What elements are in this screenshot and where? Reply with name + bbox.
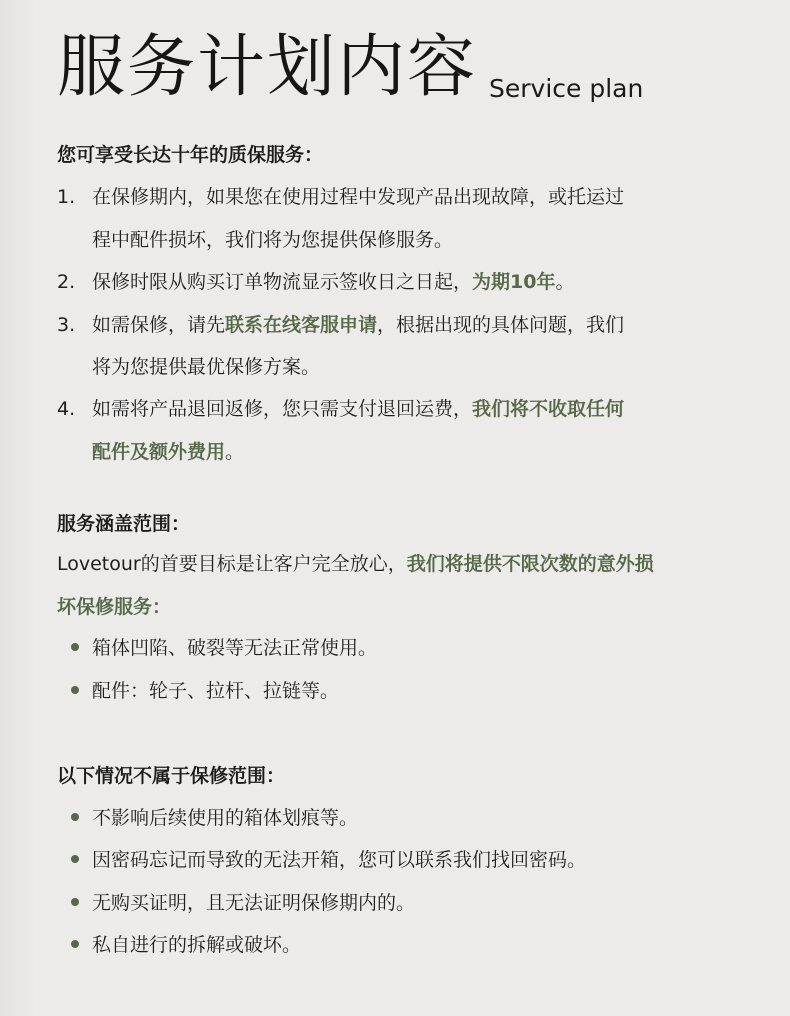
coverage-heading: 服务涵盖范围： (57, 513, 191, 535)
item-3-pre: 如需保修，请先 (92, 314, 226, 336)
coverage-intro-pre: Lovetour的首要目标是让客户完全放心， (57, 553, 407, 575)
item-3-post: ，根据出现的具体问题，我们 (377, 314, 625, 336)
item-2-end: 。 (555, 271, 575, 293)
item-4-number: 4. (57, 398, 76, 420)
item-1-line-1: 在保修期内，如果您在使用过程中发现产品出现故障，或托运过 (92, 186, 625, 208)
item-3-highlight: 联系在线客服申请 (225, 314, 378, 336)
bullet-dot (71, 686, 79, 694)
item-4-highlight-2: 配件及额外费用 (92, 441, 226, 463)
coverage-bullet: 箱体凹陷、破裂等无法正常使用。 (92, 637, 378, 659)
coverage-bullet: 配件：轮子、拉杆、拉链等。 (92, 680, 340, 702)
bullet-dot (71, 643, 79, 651)
title-chinese: 服务计划内容 (57, 28, 478, 107)
exclusion-bullet: 不影响后续使用的箱体划痕等。 (92, 807, 359, 829)
item-3-line-2: 将为您提供最优保修方案。 (92, 356, 321, 378)
bullet-dot (71, 898, 79, 906)
bullet-dot (71, 813, 79, 821)
coverage-intro-highlight-1: 我们将提供不限次数的意外损 (406, 553, 654, 575)
item-3-number: 3. (57, 314, 76, 336)
coverage-intro-end: ： (152, 596, 172, 618)
item-2-highlight: 为期10年 (472, 271, 556, 293)
item-2-text: 保修时限从购买订单物流显示签收日之日起， (92, 271, 473, 293)
coverage-intro-line-1 (57, 552, 654, 576)
exclusion-bullet: 私自进行的拆解或破坏。 (92, 934, 302, 956)
warranty-heading: 您可享受长达十年的质保服务： (57, 144, 324, 166)
exclusion-bullet: 无购买证明，且无法证明保修期内的。 (92, 892, 416, 914)
exclusion-bullet: 因密码忘记而导致的无法开箱，您可以联系我们找回密码。 (92, 849, 587, 871)
bullet-dot (71, 855, 79, 863)
bullet-dot (71, 940, 79, 948)
item-4-end: 。 (225, 441, 245, 463)
item-4-highlight-1: 我们将不收取任何 (472, 398, 625, 420)
item-3-line-1 (92, 313, 624, 337)
item-2-line-1 (92, 270, 574, 294)
page-title (57, 28, 643, 108)
item-4-line-1 (92, 397, 624, 421)
item-4-line-2 (92, 440, 244, 464)
title-english: Service plan (489, 74, 644, 103)
item-1-number: 1. (57, 186, 76, 208)
item-2-number: 2. (57, 271, 76, 293)
coverage-intro-highlight-2: 坏保修服务 (57, 596, 153, 618)
item-1-line-2: 程中配件损坏，我们将为您提供保修服务。 (92, 229, 454, 251)
item-4-pre: 如需将产品退回返修，您只需支付退回运费， (92, 398, 473, 420)
exclusions-heading: 以下情况不属于保修范围： (57, 765, 286, 787)
coverage-intro-line-2 (57, 595, 171, 619)
